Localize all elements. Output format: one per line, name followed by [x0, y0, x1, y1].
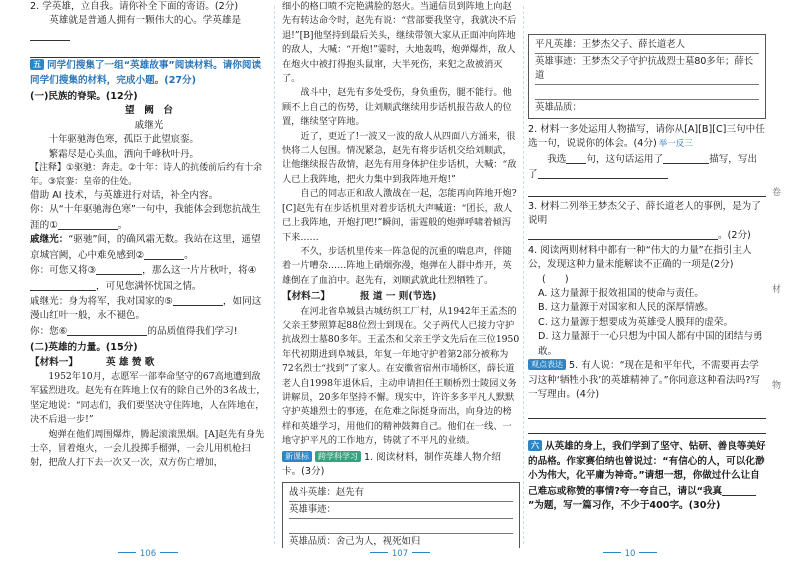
material-1-paragraph-2: 炮弹在他们周围爆炸，腾起滚滚黑烟。[A]赵先有身先士卒，冒着炮火，一会儿投掷手榴弹，一会儿用机枪扫射，把敌人打下去一次又一次，双方伤亡增加， [30, 428, 265, 469]
material-1-paragraph-3: 细小的格口喷不完艳满脸的怒火。当通信员到阵地上向赵先有转达命令时，赵先有说：“营部要我坚守，我就决不后退!”[B]他坚持到最后关头，继续带领大家从正面冲向阵地的敌人，大喊：“开炮!”霎时，大地轰鸣，炮弹爆炸，敌人在炮火中被打得抱头鼠窜，大半死伤，来犯之敌被消灭了。 [282, 1, 517, 85]
section-tag: 五 [30, 59, 44, 70]
answer-blank[interactable] [67, 324, 147, 336]
column-divider [274, 6, 275, 544]
question-2-right: 2. 材料一多处运用人物描写，请你从[A][B][C]三句中任选一句，说说你的体会。(4分) 举一反三 [528, 124, 765, 150]
question-3: 3. 材料二列举王梦杰父子、薛长道老人的事例，是为了说明 [528, 200, 761, 227]
question-2-text: 英雄就是普通人拥有一颗伟大的心。学英雄是 [30, 14, 268, 44]
material-1-paragraph-5: 近了，更近了!一波又一波的敌人从四面八方涌来，很快将二人包围。情况紧急，赵先有将步话机交给刘顺武，让他继续报告敌情，赵先有用身体护住步话机，大喊：“敌人已上我阵地，把火力集中到我阵地开炮!” [282, 130, 517, 185]
material-1-heading: 【材料一】 英 雄 赞 歌 [30, 356, 155, 368]
answer-blank[interactable] [173, 294, 223, 306]
page-number-left: 106 [108, 549, 188, 559]
hero-card-row-blank[interactable] [535, 85, 759, 100]
hero-card-continued [528, 34, 766, 119]
poem-notes: 【注释】①驱驰：奔走。②十年：诗人的抗倭前后约有十余年。③宸銮：皇帝的住处。 [30, 163, 263, 187]
hero-card-row-3: 英雄品质：舍己为人，视死如归 [289, 536, 421, 548]
subsection-1: (一)民族的脊梁。(12分) [30, 91, 138, 103]
question-4: 4. 阅读两则材料中都有一种“伟大的力量”在指引主人公，发现这种力量未能解读不正确的一项是(2分)( ) [528, 244, 752, 285]
side-label: 材 [772, 285, 782, 295]
answer-blank[interactable] [30, 29, 70, 41]
option-a[interactable]: A. 这力量源于报效祖国的使命与责任。 [538, 288, 704, 300]
dialogue-qi-2: 戚继光：身为将军，我对国家的⑤ ，如同这漫山红叶一般，永不褪色。 [30, 295, 262, 322]
hero-card-row-blank[interactable] [289, 519, 513, 534]
dialogue-you-3: 你：您⑥ 的品质值得我们学习! [30, 325, 238, 337]
option-b[interactable]: B. 这力量源于对国家和人民的深厚情感。 [538, 302, 714, 314]
opinion-tag: 观点表达 [528, 359, 566, 370]
answer-line[interactable] [30, 44, 260, 58]
hero-card [282, 482, 520, 548]
section-tag: 六 [528, 440, 542, 451]
dialogue-you-1: 你：从“十年驱驰海色寒”一句中，我能体会到您抗战生涯的① 。 [30, 204, 261, 231]
answer-blank[interactable] [58, 279, 96, 291]
column-divider [523, 6, 524, 544]
material-1-paragraph-4: 战斗中，赵先有多处受伤，身负重伤，腿不能行。他顾不上自己的伤势，让刘顺武继续用步话机报告敌人的位置，继续坚守阵地。 [282, 87, 512, 128]
poem-line-1: 十年驱驰海色寒，孤臣于此望宸銮。 [48, 134, 199, 146]
answer-blank[interactable] [96, 263, 142, 275]
answer-line[interactable] [528, 183, 766, 197]
option-c[interactable]: C. 这力量源于想要成为英雄受人膜拜的虚荣。 [538, 316, 734, 328]
answer-blank[interactable] [528, 228, 718, 240]
dialogue-you-2: 你：可您又将③ ，那么这一片片秋叶，将④，可见您满怀忧国之情。 [30, 265, 257, 292]
material-1-paragraph-1: 1952年10月，志愿军一部奉命坚守的67高地遭到敌军猛烈进攻。赵先有在阵地上仅有的除自己外的3名战士，坚定地说：“同志们，我们要坚决守住阵地，人在阵地在，决不后退一步!” [30, 370, 266, 426]
column-left [30, 0, 268, 548]
question-1: 新课标 跨学科学习 1. 阅读材料，制作英雄人物介绍卡。(3分) [282, 451, 501, 477]
option-d[interactable]: D. 这力量源于一心只想为中国人都有中国的团结与勇敢。 [538, 331, 763, 357]
answer-blank[interactable] [538, 167, 668, 179]
subsection-2: (二)英雄的力量。(15分) [30, 342, 138, 354]
answer-blank[interactable] [30, 279, 58, 291]
question-2-answer: 我选 句，这句话运用了 描写，写出了 [528, 153, 758, 181]
answer-blank[interactable] [663, 152, 709, 164]
part-6-heading: 六 从英雄的身上，我们学到了坚守、钻研、善良等美好的品格。作家赛伯纳也曾说过：“有信心的人，可以化渺小为伟大，化平庸为神奇。”请想一想，你做过什么让自己难忘或称赞的事情?夸一夸自己，请以“我真”为题，写一篇习作，不少于400字。(30分) [528, 441, 766, 511]
answer-line[interactable] [528, 420, 766, 434]
hero-card-row-4[interactable]: 英雄品质： [535, 102, 582, 113]
hero-card-row-2[interactable]: 英雄事迹： [289, 502, 513, 519]
ai-instruction: 借助 AI 技术，与英雄进行对话，补全内容。 [30, 190, 219, 202]
material-1-paragraph-6: 自己的同志正和敌人激战在一起，怎能再向阵地开炮?[C]赵先有在步话机里对着步话机大声喊道：“团长，敌人已上我阵地，开炮打吧!”瞬间，雷霆般的炮弹呼啸着倾泻下来…… [282, 188, 517, 243]
answer-line[interactable] [528, 405, 766, 419]
material-2-heading: 【材料二】 报 道 一 则(节选) [282, 291, 437, 303]
answer-blank[interactable] [566, 152, 586, 164]
answer-blank[interactable] [144, 248, 184, 260]
part-5-heading: 五 同学们搜集了一组“英雄故事”阅读材料。请你阅读同学们搜集的材料，完成小题。(27分) [30, 60, 262, 86]
hero-card-row-1: 战斗英雄：赵先有 [289, 485, 513, 502]
cross-subject-tag: 跨学科学习 [315, 451, 361, 462]
question-3-answer: 。(2分) [528, 228, 766, 243]
material-2-paragraph: 在河北省阜城县古城纺织工厂村，从1942年王孟杰的父亲王梦照算起88位烈士到现在。父子两代人已接力守护抗战烈士墓80多年。王孟杰和父亲王学文先后在三位1950年代初期进到阜城县，年复一年地守护着第2部分被称为72名烈士“找到”了家人。在安徽省宿州市埇桥区，薛长道老人自1998年退休后，主动申请担任王顺桥烈士陵园义务讲解员，20多年坚持不懈。现实中，许许多多平凡人默默守护英雄烈士的事迹，在危难之际挺身而出，向身边的榜样和英雄学习，用他们的精神鼓舞自己。他们在一线、一地守护平凡的工作地方，铸就了不平凡的业绩。 [282, 305, 520, 447]
page-number-right: 10 [590, 549, 670, 559]
column-right [528, 0, 766, 548]
answer-blank[interactable] [58, 218, 118, 230]
page-number-middle: 107 [360, 549, 440, 559]
question-2: 2. 学英雄，立自我。请你补全下面的寄语。(2分) [30, 1, 239, 12]
title-blank[interactable] [722, 484, 756, 496]
material-1-paragraph-7: 不久，步话机里传来一阵急促的沉重的喘息声，伴随着一片嘈杂……阵地上硝烟弥漫，炮弹在人群中炸开，英雄倒在了血泊中。赵先有，刘顺武就此壮烈牺牲了。 [282, 245, 512, 286]
new-standard-tag: 新课标 [282, 451, 312, 462]
practice-tag: 举一反三 [658, 139, 693, 150]
dialogue-qi-1: 戚继光：“驱驰”间，的确风霜无数。我站在这里，遥望京城宫阙，心中难免感到② 。 [30, 234, 261, 261]
hero-card-row-1: 平凡英雄：王梦杰父子、薛长道老人 [535, 37, 759, 54]
poem-author: 戚继光 [134, 119, 164, 131]
hero-card-row-2[interactable]: 英雄事迹：王梦杰父子守护抗战烈士墓80多年；薛长道 [535, 54, 759, 85]
poem-line-2: 繁霜尽是心头血，洒向千峰秋叶丹。 [48, 148, 199, 160]
question-5: 观点表达 5. 有人说：“现在是和平年代，不需要再去学习这种‘牺牲小我’的英雄精神了。”你同意这种看法吗?写一写理由。(4分) [528, 360, 761, 400]
side-label: 物 [772, 381, 782, 391]
poem-title: 望 阙 台 [125, 105, 173, 117]
column-middle [282, 0, 520, 548]
side-label: 卷 [772, 188, 782, 198]
